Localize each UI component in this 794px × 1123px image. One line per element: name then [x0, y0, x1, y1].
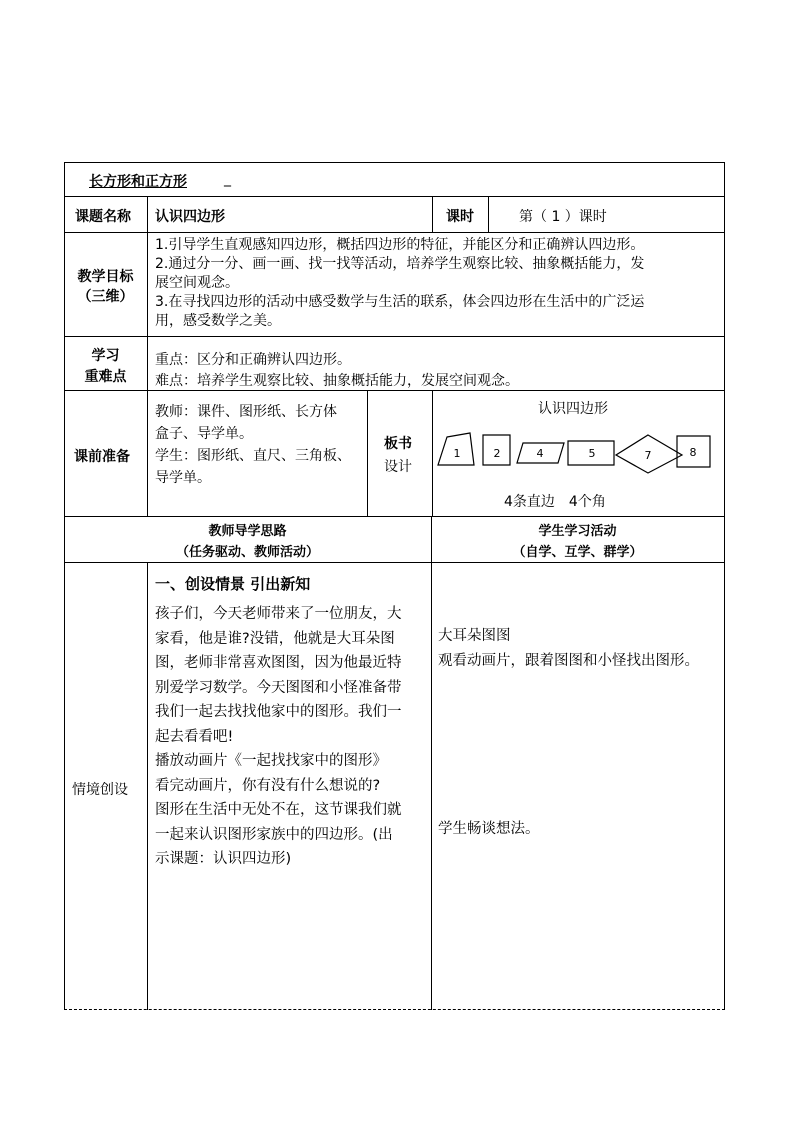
period-divider [488, 196, 489, 232]
keypoints-label-sub: 重难点 [84, 369, 127, 385]
shape-label: 5 [588, 447, 596, 460]
shape-label: 1 [453, 447, 461, 460]
table-bottom-dashed [64, 1009, 725, 1010]
board-label-sub: 设计 [384, 459, 412, 475]
prep-line: 盒子、导学单。 [155, 426, 253, 442]
shape-label: 4 [536, 447, 544, 460]
row-divider [64, 516, 725, 517]
prep-line: 学生：图形纸、直尺、三角板、 [155, 448, 351, 464]
unit-title: 长方形和正方形 [89, 174, 187, 190]
keypoint-line: 难点：培养学生观察比较、抽象概括能力，发展空间观念。 [155, 373, 519, 389]
period-divider [432, 196, 433, 232]
prep-label: 课前准备 [74, 449, 130, 465]
teacher-line: 我们一起去找找他家中的图形。我们一 [155, 704, 402, 720]
teacher-line: 孩子们，今天老师带来了一位朋友，大 [155, 606, 402, 622]
teacher-line: 示课题：认识四边形) [155, 851, 292, 867]
board-shapes [432, 425, 724, 480]
situation-label: 情境创设 [72, 782, 128, 798]
student-column-subtitle: （自学、互学、群学） [512, 545, 643, 560]
teacher-line: 别爱学习数学。今天图图和小怪准备带 [155, 679, 402, 696]
goals-label: 教学目标 [77, 269, 134, 285]
teacher-line: 图，老师非常喜欢图图，因为他最近特 [155, 655, 402, 671]
table-border-top [64, 162, 725, 163]
teacher-line: 起去看看吧! [155, 728, 234, 745]
teacher-column-subtitle: （任务驱动、教师活动） [175, 545, 319, 560]
label-column-divider [147, 562, 148, 1010]
student-line: 大耳朵图图 [438, 628, 511, 644]
teacher-activity-text [155, 602, 402, 872]
row-divider [64, 196, 725, 197]
goal-line: 展空间观念。 [155, 275, 239, 291]
prep-line: 教师：课件、图形纸、长方体 [155, 404, 337, 420]
topic-label: 课题名称 [75, 209, 131, 225]
student-column-title: 学生学习活动 [538, 524, 617, 539]
period-label: 课时 [446, 209, 474, 225]
goals-text [155, 236, 644, 331]
row-divider [64, 336, 725, 337]
goals-label-sub: （三维） [77, 289, 134, 305]
shape-label: 7 [644, 449, 652, 462]
board-label: 板书 [384, 436, 412, 452]
goal-line: 3.在寻找四边形的活动中感受数学与生活的联系，体会四边形在生活中的广泛运 [155, 294, 645, 310]
teacher-line: 一起来认识图形家族中的四边形。(出 [155, 826, 393, 843]
shape-label: 2 [493, 447, 501, 460]
student-activity-text [438, 624, 699, 673]
teacher-line: 看完动画片，你有没有什么想说的? [155, 777, 381, 794]
prep-divider [367, 390, 368, 516]
goal-line: 用，感受数学之美。 [155, 313, 281, 329]
goal-line: 1.引导学生直观感知四边形，概括四边形的特征，并能区分和正确辨认四边形。 [155, 237, 645, 253]
row-divider [64, 390, 725, 391]
label-column-divider [147, 196, 148, 516]
unit-title-suffix: _ [224, 171, 231, 187]
goal-line: 2.通过分一分、画一画、找一找等活动，培养学生观察比较、抽象概括能力，发 [155, 256, 645, 272]
prep-line: 导学单。 [155, 470, 211, 486]
teacher-line: 家看，他是谁?没错，他就是大耳朵图 [155, 630, 395, 647]
shape-label: 8 [689, 446, 697, 459]
period-value: 第（ 1 ）课时 [519, 209, 607, 225]
section-heading: 一、创设情景 引出新知 [155, 575, 311, 593]
teacher-line: 播放动画片《一起找找家中的图形》 [155, 753, 387, 769]
row-divider [64, 562, 725, 563]
table-border-right [724, 162, 725, 1010]
topic-value: 认识四边形 [155, 209, 225, 225]
teacher-line: 图形在生活中无处不在，这节课我们就 [155, 802, 402, 818]
keypoints-label: 学习 [91, 348, 120, 364]
keypoint-line: 重点：区分和正确辨认四边形。 [155, 352, 351, 368]
row-divider [64, 232, 725, 233]
board-summary: 4条直边 4个角 [504, 494, 606, 510]
student-line: 观看动画片，跟着图图和小怪找出图形。 [438, 652, 699, 669]
board-title: 认识四边形 [538, 401, 608, 417]
activity-column-divider [431, 516, 432, 1010]
student-line: 学生畅谈想法。 [438, 821, 540, 837]
teacher-column-title: 教师导学思路 [208, 524, 287, 539]
